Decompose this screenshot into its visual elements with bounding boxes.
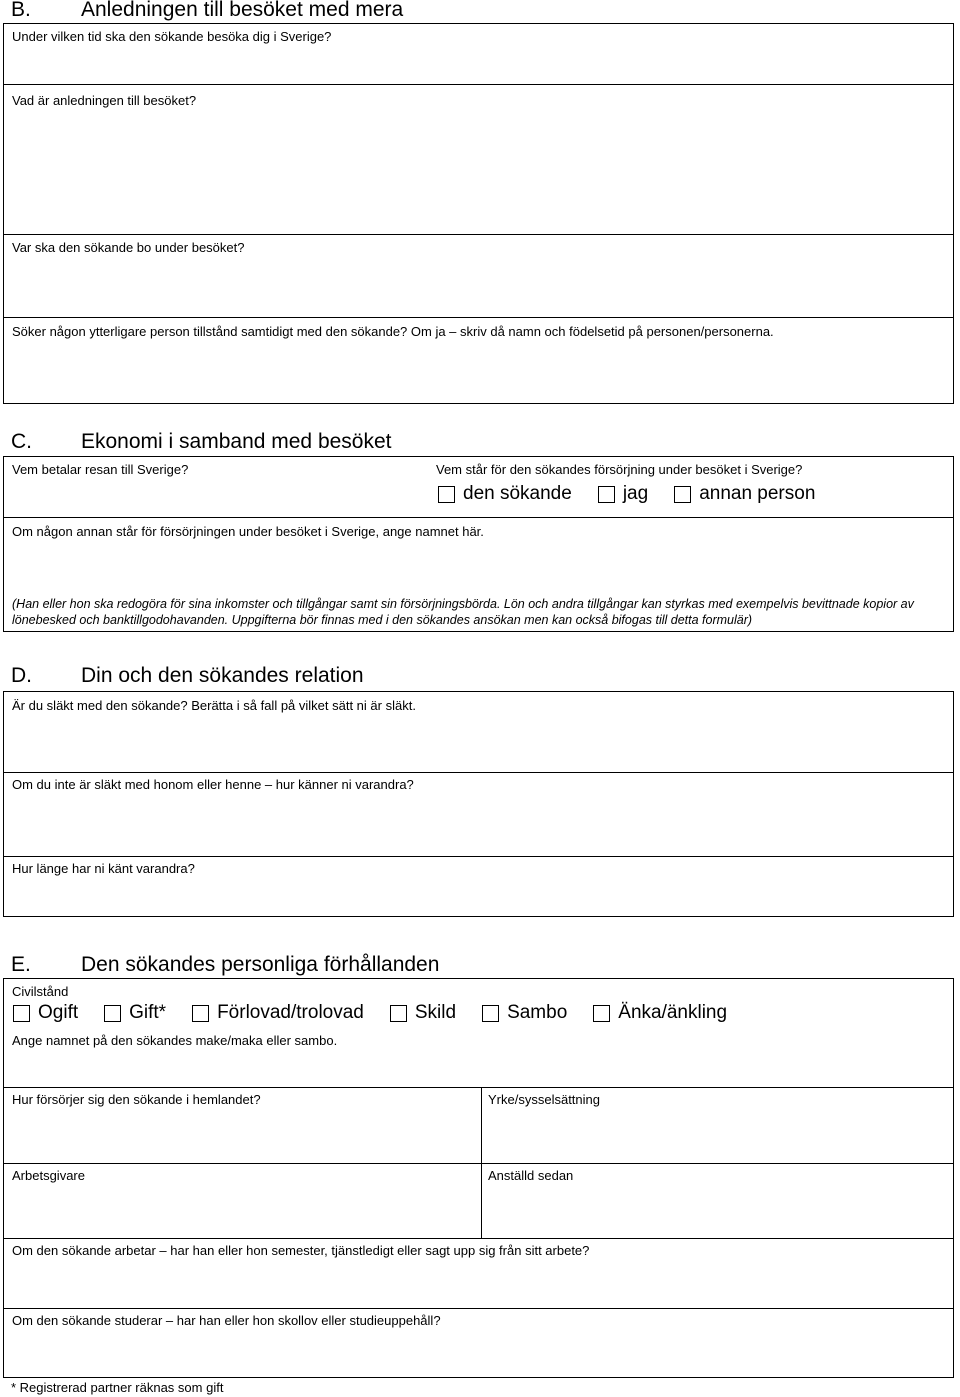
support-applicant-checkbox[interactable] <box>438 486 455 503</box>
travel-payer-label: Vem betalar resan till Sverige? <box>12 462 189 477</box>
section-c-letter: C. <box>11 430 32 453</box>
employed-since-label: Anställd sedan <box>488 1168 574 1183</box>
spouse-name-field[interactable] <box>4 1029 953 1087</box>
support-note: (Han eller hon ska redogöra för sina inkomster och tillgångar samt sin försörjningsbörda. Lön och andra tillgångar kan styrkas med exempelvis bevittnade kopior av lönebesked och banktillgodohavanden. Uppgifterna bör finnas med i den sökandes ansökan men kan också bifogas till detta formulär) <box>12 597 914 627</box>
section-e-box <box>3 978 954 1378</box>
other-supporter-field[interactable] <box>4 517 953 631</box>
study-leave-label: Om den sökande studerar – har han eller hon skollov eller studieuppehåll? <box>12 1313 441 1328</box>
civil-married-checkbox[interactable] <box>104 1005 121 1022</box>
visit-reason-label: Vad är anledningen till besöket? <box>12 93 197 108</box>
visit-stay-field[interactable] <box>4 234 953 317</box>
income-occupation-row <box>4 1087 953 1163</box>
known-duration-label: Hur länge har ni känt varandra? <box>12 861 195 876</box>
employer-field[interactable] <box>4 1164 481 1238</box>
civil-engaged-label: Förlovad/trolovad <box>217 1002 364 1023</box>
section-d-box <box>3 691 954 917</box>
support-other-checkbox[interactable] <box>674 486 691 503</box>
acquaintance-label: Om du inte är släkt med honom eller henne – hur känner ni varandra? <box>12 777 414 792</box>
civil-status-options <box>13 1002 753 1024</box>
other-supporter-label: Om någon annan står för försörjningen under besöket i Sverige, ange namnet här. <box>12 524 484 539</box>
section-d-title: Din och den sökandes relation <box>81 664 364 687</box>
home-support-label: Hur försörjer sig den sökande i hemlandet? <box>12 1092 261 1107</box>
civil-status-row <box>4 979 953 1087</box>
employer-row <box>4 1163 953 1238</box>
support-options <box>438 483 841 505</box>
support-me-label: jag <box>622 483 649 504</box>
support-other-label: annan person <box>699 483 816 504</box>
civil-cohabiting-checkbox[interactable] <box>482 1005 499 1022</box>
civil-engaged-checkbox[interactable] <box>192 1005 209 1022</box>
support-me-checkbox[interactable] <box>598 486 615 503</box>
other-applicants-label: Söker någon ytterligare person tillstånd samtidigt med den sökande? Om ja – skriv då namn och födelsetid på personen/personerna. <box>12 324 774 339</box>
section-e-letter: E. <box>11 953 31 976</box>
visit-reason-field[interactable] <box>4 84 953 234</box>
employed-since-field[interactable] <box>482 1164 953 1238</box>
civil-widowed-label: Änka/änkling <box>618 1002 728 1023</box>
footnote: * Registrerad partner räknas som gift <box>11 1380 224 1395</box>
section-c-title: Ekonomi i samband med besöket <box>81 430 392 453</box>
related-label: Är du släkt med den sökande? Berätta i så fall på vilket sätt ni är släkt. <box>12 698 416 713</box>
civil-cohabiting-label: Sambo <box>507 1002 568 1023</box>
payment-row <box>4 457 953 517</box>
section-e-heading <box>11 953 439 977</box>
occupation-field[interactable] <box>482 1088 953 1163</box>
civil-unmarried-checkbox[interactable] <box>13 1005 30 1022</box>
occupation-label: Yrke/sysselsättning <box>488 1092 600 1107</box>
visit-time-field[interactable] <box>4 24 953 84</box>
other-applicants-field[interactable] <box>4 317 953 403</box>
work-leave-label: Om den sökande arbetar – har han eller hon semester, tjänstledigt eller sagt upp sig från sitt arbete? <box>12 1243 590 1258</box>
section-b-box <box>3 23 954 404</box>
support-question-label: Vem står för den sökandes försörjning under besöket i Sverige? <box>436 462 803 477</box>
civil-divorced-checkbox[interactable] <box>390 1005 407 1022</box>
known-duration-field[interactable] <box>4 856 953 916</box>
civil-status-label: Civilstånd <box>12 984 69 999</box>
travel-payer-field[interactable] <box>4 457 424 517</box>
section-c-box <box>3 456 954 632</box>
employer-label: Arbetsgivare <box>12 1168 85 1183</box>
section-d-heading <box>11 664 364 688</box>
visit-stay-label: Var ska den sökande bo under besöket? <box>12 240 245 255</box>
work-leave-field[interactable] <box>4 1238 953 1308</box>
section-c-heading <box>11 430 392 454</box>
civil-married-label: Gift* <box>129 1002 167 1023</box>
study-leave-field[interactable] <box>4 1308 953 1377</box>
section-b-letter: B. <box>11 0 31 21</box>
home-support-field[interactable] <box>4 1088 481 1163</box>
acquaintance-field[interactable] <box>4 772 953 856</box>
related-field[interactable] <box>4 692 953 772</box>
civil-divorced-label: Skild <box>414 1002 457 1023</box>
section-b-title: Anledningen till besöket med mera <box>81 0 404 21</box>
support-applicant-label: den sökande <box>463 483 572 504</box>
civil-widowed-checkbox[interactable] <box>593 1005 610 1022</box>
section-e-title: Den sökandes personliga förhållanden <box>81 953 440 976</box>
section-b-heading <box>11 0 403 22</box>
visit-time-label: Under vilken tid ska den sökande besöka dig i Sverige? <box>12 29 332 44</box>
section-d-letter: D. <box>11 664 32 687</box>
spouse-name-label: Ange namnet på den sökandes make/maka eller sambo. <box>12 1033 338 1048</box>
civil-unmarried-label: Ogift <box>38 1002 79 1023</box>
